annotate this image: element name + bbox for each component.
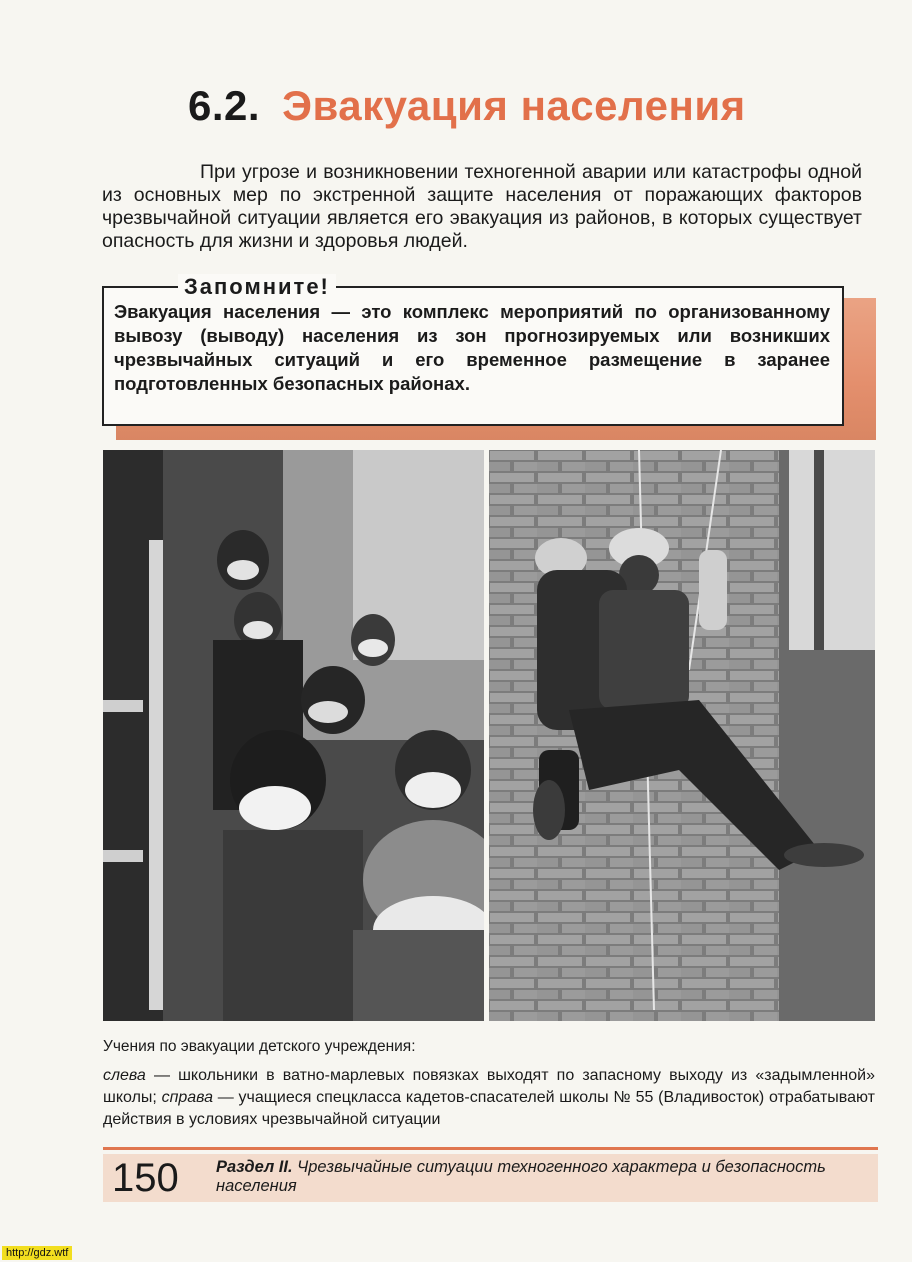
page-number: 150	[112, 1156, 179, 1200]
remember-label: Запомните!	[178, 274, 336, 300]
caption-left-label: слева	[103, 1067, 146, 1084]
section-number: 6.2.	[188, 82, 261, 129]
caption-left-text: — школьники в ватно-марлевых повязках выходят по запасному выходу из «задымленной» школы;	[103, 1067, 875, 1106]
photo-caption-title: Учения по эвакуации детского учреждения:	[103, 1038, 416, 1055]
footer-rule	[103, 1147, 878, 1150]
section-title: Эвакуация населения	[282, 82, 746, 129]
footer-section-label: Раздел II.	[216, 1158, 293, 1176]
footer-section-title	[216, 1158, 856, 1196]
remember-definition: Эвакуация населения — это комплекс мероприятий по организованному вывозу (выводу) населения из зон прогнозируемых или возникших чрезвычайных ситуаций и его временное размещение в заранее подготовленных безопасных районах.	[114, 301, 830, 394]
watermark-link[interactable]: http://gdz.wtf	[2, 1246, 72, 1260]
section-heading	[188, 82, 888, 130]
footer-section-name: Чрезвычайные ситуации техногенного характера и безопасность населения	[216, 1158, 826, 1195]
caption-right-label: справа	[161, 1089, 214, 1106]
photo-evacuation-staircase	[103, 450, 484, 1021]
intro-paragraph: При угрозе и возникновении техногенной аварии или катастрофы одной из основных мер по экстренной защите населения от поражающих факторов чрезвычайной ситуации является его эвакуация из районов, в которых существует опасность для жизни и здоровья людей.	[102, 161, 862, 252]
photo-caption-body	[103, 1065, 875, 1131]
photo-cadets-rappelling	[489, 450, 875, 1021]
caption-right-text: — учащиеся спецкласса кадетов-спасателей школы № 55 (Владивосток) отрабатывают действия в условиях чрезвычайной ситуации	[103, 1089, 875, 1128]
